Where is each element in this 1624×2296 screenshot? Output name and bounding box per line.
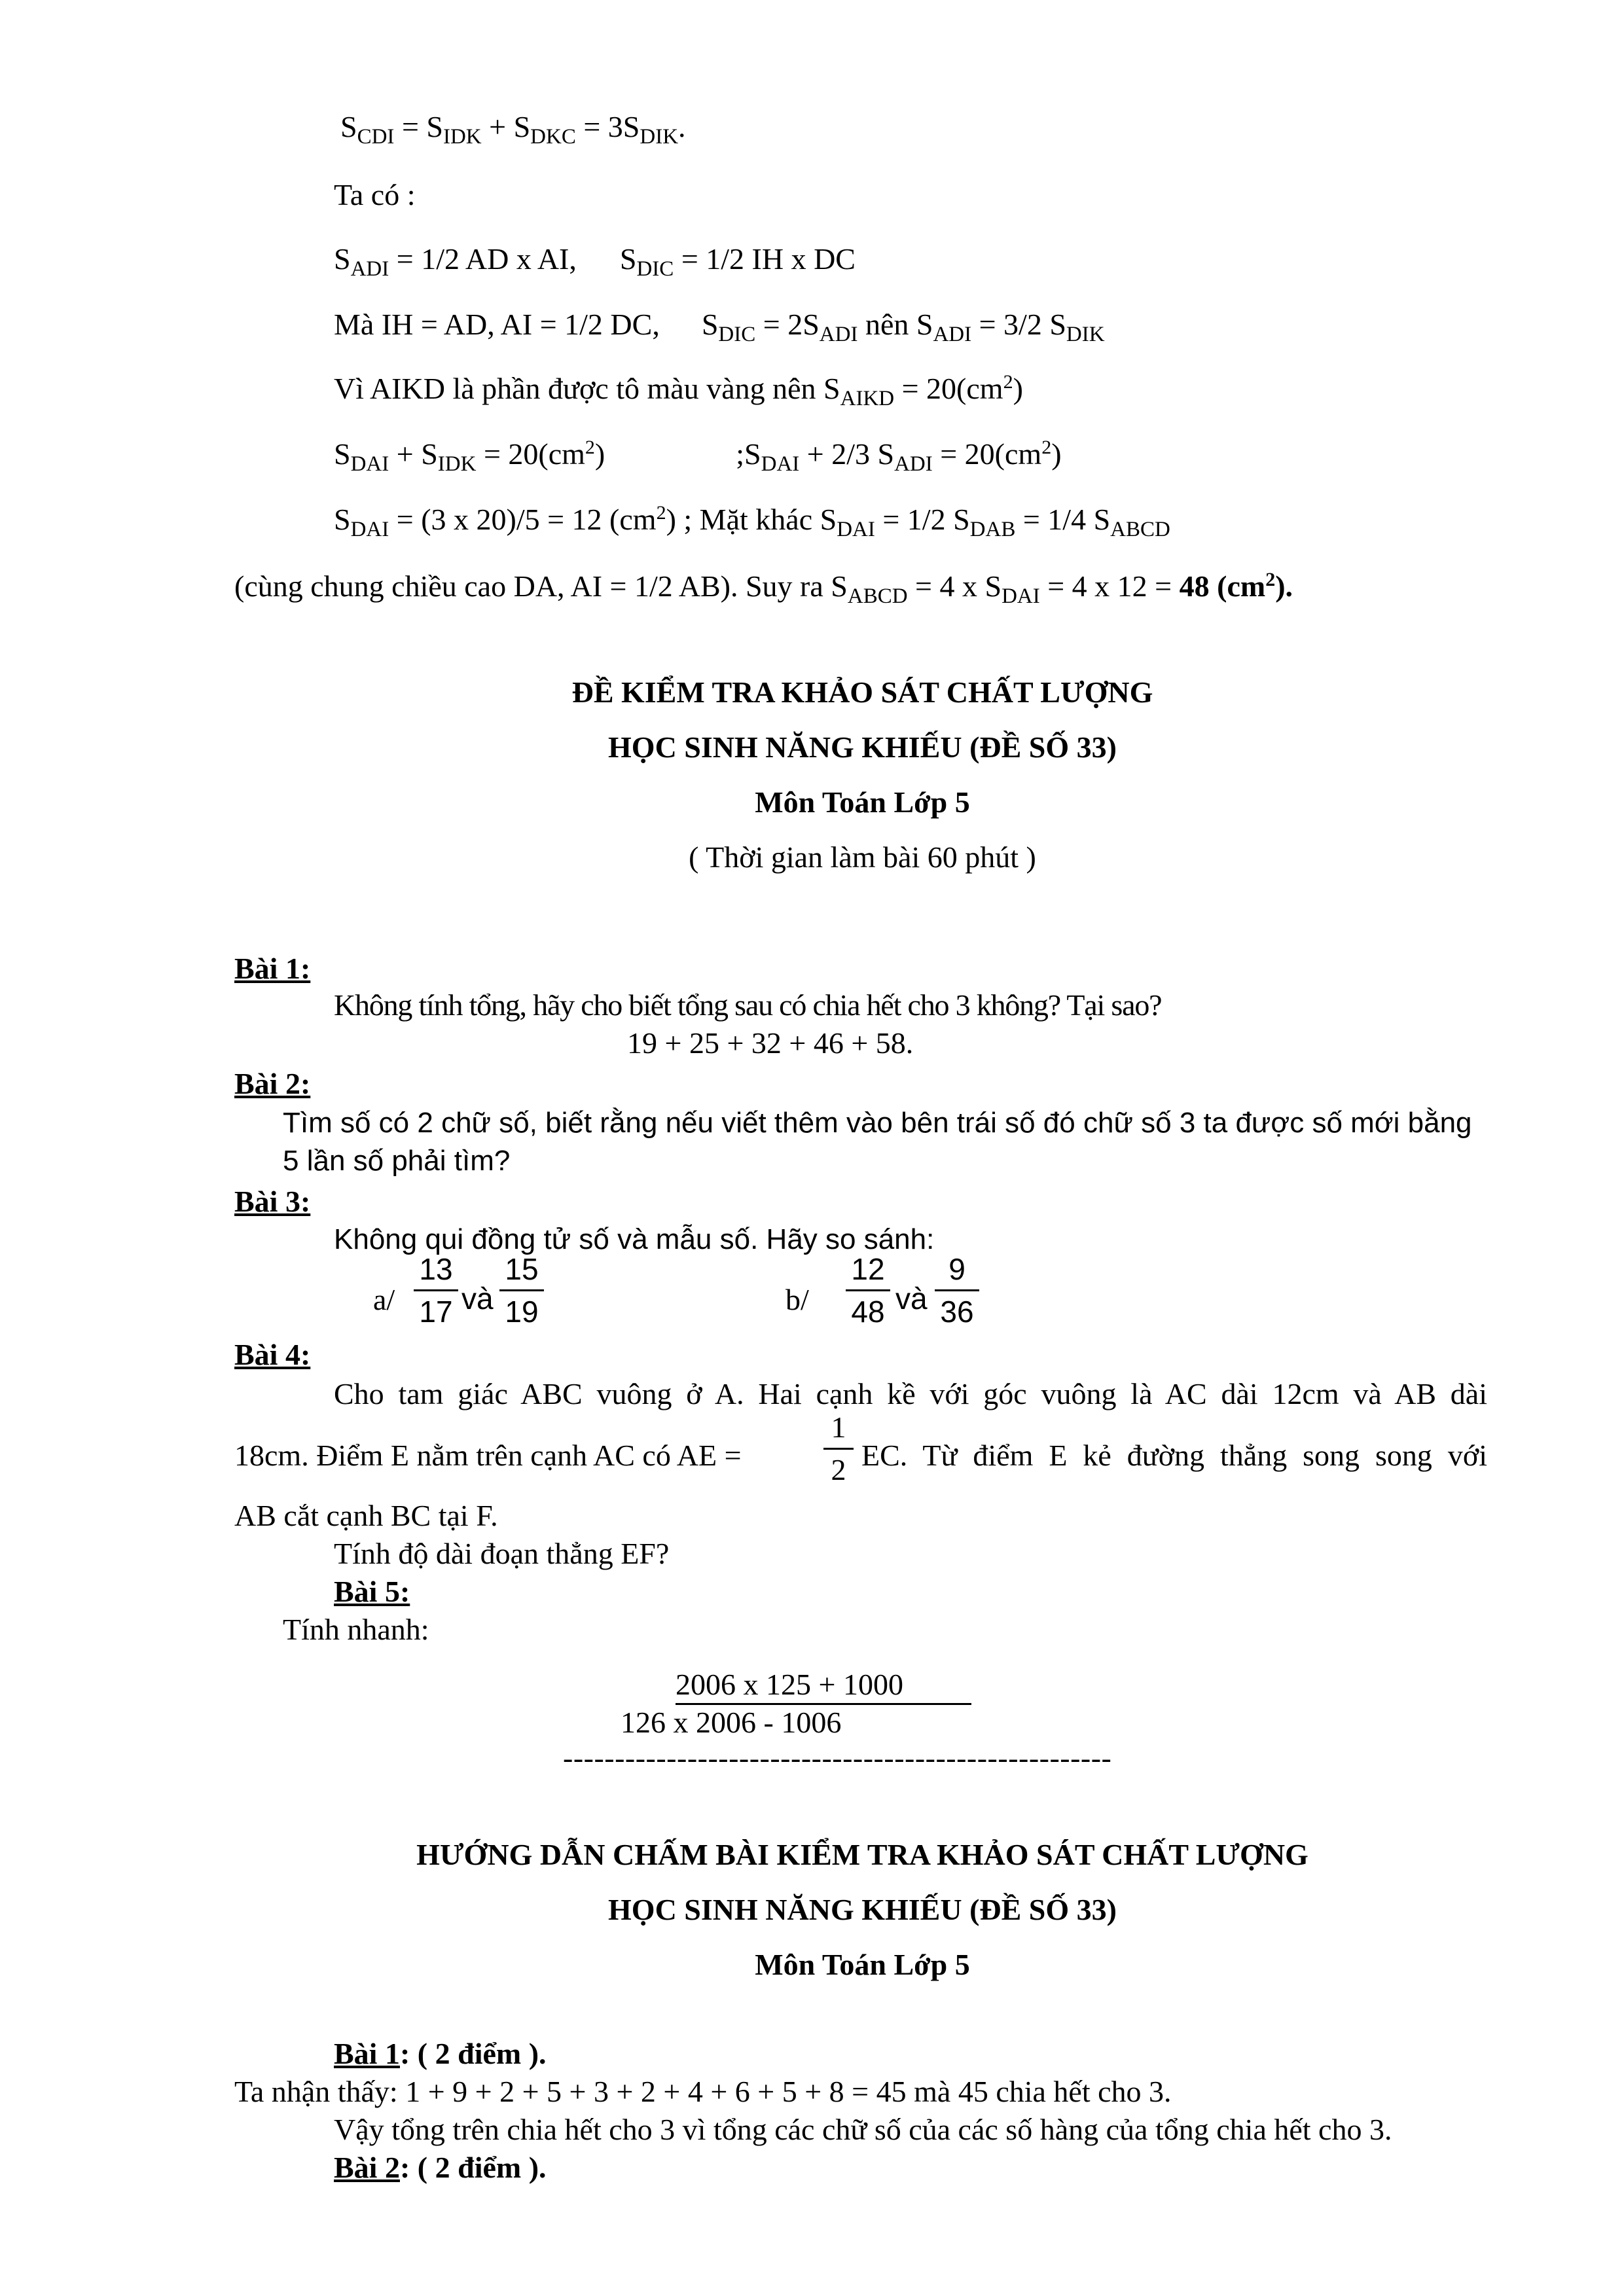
- problem-1-label: Bài 1:: [234, 952, 311, 985]
- text: + S: [481, 110, 531, 143]
- solution-line-1: [340, 109, 686, 149]
- numerator: 13: [419, 1252, 453, 1286]
- numerator: 9: [948, 1252, 965, 1286]
- denominator: 19: [505, 1295, 539, 1329]
- text: = 3/2 S: [971, 308, 1066, 341]
- problem-3b-label: b/: [785, 1283, 809, 1316]
- problem-5-text: Tính nhanh:: [283, 1613, 429, 1646]
- text: nên S: [857, 308, 933, 341]
- problem-3a-label: a/: [373, 1283, 395, 1316]
- text: Vì AIKD là phần được tô màu vàng nên S: [334, 372, 840, 405]
- text: ): [1013, 372, 1023, 405]
- guide-1-heading: [334, 2036, 547, 2072]
- guide-1-label: Bài 1: [334, 2037, 400, 2070]
- text: ): [1051, 437, 1062, 471]
- exam-subject: Môn Toán Lớp 5: [755, 785, 970, 819]
- fraction-1-2: [823, 1410, 854, 1488]
- problem-4-text-4: Tính độ dài đoạn thẳng EF?: [334, 1537, 670, 1570]
- exam-time: ( Thời gian làm bài 60 phút ): [689, 840, 1036, 874]
- fraction-13-17: [414, 1251, 458, 1329]
- text: .: [678, 110, 686, 143]
- superscript: 2: [656, 502, 666, 524]
- denominator: 36: [940, 1295, 974, 1329]
- problem-4-text-2b: EC. Từ điểm E kẻ đường thẳng song song với: [861, 1439, 1487, 1472]
- separator-line: -----------------------------------------------------: [563, 1741, 1112, 1774]
- problem-2-label: Bài 2:: [234, 1067, 311, 1100]
- text: = 4 x 12 =: [1039, 569, 1180, 603]
- and-word: và: [895, 1282, 928, 1316]
- guide-2-points: : ( 2 điểm ).: [399, 2151, 547, 2184]
- subscript: ADI: [894, 452, 933, 476]
- problem-2-text-1: Tìm số có 2 chữ số, biết rằng nếu viết thêm vào bên trái số đó chữ số 3 ta được số mới bằng: [283, 1107, 1472, 1139]
- guide-1-points: : ( 2 điểm ).: [399, 2037, 547, 2070]
- numerator: 1: [831, 1410, 846, 1444]
- subscript: ABCD: [1110, 518, 1170, 541]
- text: = 1/4 S: [1015, 503, 1111, 536]
- solution-line-2: Ta có :: [334, 178, 416, 211]
- problem-5-label: Bài 5:: [334, 1575, 410, 1608]
- problem-4-text-2a: 18cm. Điểm E nằm trên cạnh AC có AE =: [234, 1439, 742, 1472]
- solution-line-3: [334, 241, 856, 281]
- subscript: ADI: [933, 323, 972, 346]
- text: ).: [1275, 569, 1293, 603]
- problem-1-text: Không tính tổng, hãy cho biết tổng sau có chia hết cho 3 không? Tại sao?: [334, 988, 1162, 1022]
- subscript: DAI: [761, 452, 800, 476]
- text: S: [334, 437, 351, 471]
- superscript: 2: [585, 437, 595, 458]
- text: = 20(cm: [932, 437, 1042, 471]
- text: = 20(cm: [476, 437, 585, 471]
- subscript: DKC: [530, 125, 576, 149]
- subscript: DIC: [718, 323, 756, 346]
- guide-title-1: HƯỚNG DẪN CHẤM BÀI KIỂM TRA KHẢO SÁT CHẤT LƯỢNG: [416, 1838, 1308, 1871]
- subscript: DAB: [969, 518, 1016, 541]
- text: + S: [389, 437, 438, 471]
- text: S: [701, 308, 719, 341]
- exam-title-2: HỌC SINH NĂNG KHIẾU (ĐỀ SỐ 33): [608, 730, 1117, 764]
- subscript: IDK: [437, 452, 477, 476]
- denominator: 48: [851, 1295, 885, 1329]
- superscript: 2: [1265, 569, 1276, 590]
- text: ) ; Mặt khác S: [666, 503, 837, 536]
- problem-3-text: Không qui đồng tử số và mẫu số. Hãy so sánh:: [334, 1223, 935, 1255]
- text: = S: [394, 110, 443, 143]
- text: = 20(cm: [894, 372, 1003, 405]
- solution-line-7: [334, 501, 1170, 542]
- solution-line-5: [334, 370, 1023, 411]
- subscript: AIKD: [840, 387, 895, 410]
- problem-4-label: Bài 4:: [234, 1338, 311, 1371]
- text: + 2/3 S: [799, 437, 895, 471]
- superscript: 2: [1041, 437, 1052, 458]
- subscript: DAI: [837, 518, 875, 541]
- text: Mà IH = AD, AI = 1/2 DC,: [334, 308, 660, 341]
- subscript: CDI: [357, 125, 395, 149]
- denominator: 2: [831, 1453, 846, 1486]
- solution-line-8: [234, 568, 1293, 609]
- problem-3-label: Bài 3:: [234, 1185, 311, 1218]
- fraction-bar: [846, 1289, 890, 1291]
- subscript: DIK: [1066, 323, 1105, 346]
- text: S: [340, 110, 357, 143]
- subscript: DIC: [636, 257, 674, 281]
- text: S: [334, 503, 351, 536]
- text: = 1/2 S: [875, 503, 970, 536]
- final-answer: 48 (cm: [1179, 569, 1266, 603]
- fraction-bar: [414, 1289, 458, 1291]
- text: = 3S: [575, 110, 640, 143]
- guide-title-2: HỌC SINH NĂNG KHIẾU (ĐỀ SỐ 33): [608, 1893, 1117, 1926]
- guide-1-line-2: Vậy tổng trên chia hết cho 3 vì tổng các chữ số của các số hàng của tổng chia hết cho 3.: [334, 2113, 1392, 2146]
- subscript: ABCD: [847, 584, 908, 608]
- numerator: 12: [851, 1252, 885, 1286]
- text: = (3 x 20)/5 = 12 (cm: [389, 503, 657, 536]
- subscript: DIK: [640, 125, 679, 149]
- subscript: ADI: [819, 323, 858, 346]
- text: = 1/2 IH x DC: [674, 242, 856, 276]
- problem-4-text-3: AB cắt cạnh BC tại F.: [234, 1499, 498, 1532]
- subscript: DAI: [350, 518, 389, 541]
- fraction-bar: [935, 1289, 979, 1291]
- fraction-bar: [823, 1448, 854, 1450]
- subscript: DAI: [350, 452, 389, 476]
- superscript: 2: [1003, 371, 1013, 393]
- problem-4-text-1: Cho tam giác ABC vuông ở A. Hai cạnh kề với góc vuông là AC dài 12cm và AB dài: [334, 1377, 1487, 1410]
- text: ): [594, 437, 605, 471]
- numerator: 15: [505, 1252, 539, 1286]
- exam-title-1: ĐỀ KIỂM TRA KHẢO SÁT CHẤT LƯỢNG: [571, 675, 1153, 709]
- text: = 1/2 AD x AI,: [389, 242, 577, 276]
- problem-1-expression: 19 + 25 + 32 + 46 + 58.: [627, 1026, 914, 1060]
- and-word: và: [461, 1282, 494, 1316]
- solution-line-6: [334, 436, 1062, 476]
- subscript: ADI: [350, 257, 389, 281]
- text: S: [619, 242, 637, 276]
- solution-line-4: [334, 306, 1105, 346]
- problem-5-denominator: 126 x 2006 - 1006: [621, 1706, 842, 1739]
- subscript: DAI: [1001, 584, 1040, 608]
- guide-2-heading: [334, 2149, 547, 2186]
- fraction-12-48: [846, 1251, 890, 1329]
- text: = 2S: [755, 308, 820, 341]
- fraction-bar: [499, 1289, 544, 1291]
- fraction-15-19: [499, 1251, 544, 1329]
- problem-5-numerator: 2006 x 125 + 1000: [676, 1666, 971, 1705]
- problem-2-text-2: 5 lần số phải tìm?: [283, 1145, 511, 1177]
- denominator: 17: [419, 1295, 453, 1329]
- text: (cùng chung chiều cao DA, AI = 1/2 AB). Suy ra S: [234, 569, 848, 603]
- text: = 4 x S: [907, 569, 1002, 603]
- guide-subject: Môn Toán Lớp 5: [755, 1948, 970, 1981]
- guide-1-line-1: Ta nhận thấy: 1 + 9 + 2 + 5 + 3 + 2 + 4 + 6 + 5 + 8 = 45 mà 45 chia hết cho 3.: [234, 2075, 1172, 2108]
- text: ;S: [736, 437, 761, 471]
- guide-2-label: Bài 2: [334, 2151, 400, 2184]
- text: S: [334, 242, 351, 276]
- subscript: IDK: [442, 125, 482, 149]
- fraction-9-36: [935, 1251, 979, 1329]
